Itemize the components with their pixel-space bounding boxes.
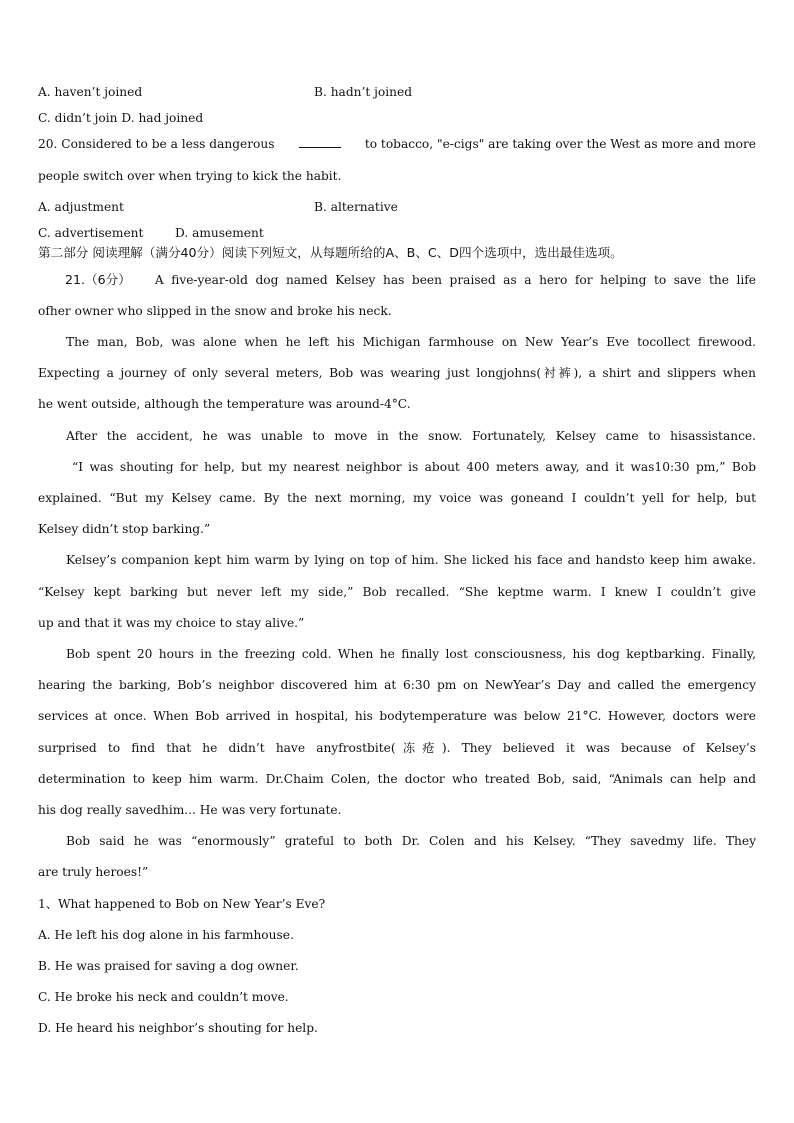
q21-line-0 (38, 272, 756, 288)
sub-q1-stem: 1、What happened to Bob on New Year’s Eve? (38, 897, 326, 911)
q21-line-0-text: A five-year-old dog named Kelsey has been praised as a hero for helping to save the life (154, 273, 756, 287)
q21-line-10: “Kelsey kept barking but never left my side,” Bob recalled. “She keptme warm. I knew I couldn’t give (38, 585, 756, 599)
q21-line-9: Kelsey’s companion kept him warm by lying on top of him. She licked his face and handsto keep him awake. (66, 553, 756, 567)
q21-line-16: determination to keep him warm. Dr.Chaim Colen, the doctor who treated Bob, said, “Animals can help and (38, 772, 756, 786)
q21-line-2: The man, Bob, was alone when he left his Michigan farmhouse on New Year’s Eve tocollect firewood. (66, 335, 756, 349)
q20-option-b: B. alternative (314, 200, 398, 214)
q21-line-12: Bob spent 20 hours in the freezing cold. When he finally lost consciousness, his dog keptbarking. Finally, (66, 647, 756, 661)
q21-line-19: are truly heroes!” (38, 865, 149, 879)
q21-line-13: hearing the barking, Bob’s neighbor discovered him at 6:30 pm on NewYear’s Day and called the emergency (38, 678, 756, 692)
q20-stem-line1 (38, 136, 756, 152)
sub-q1-option-c: C. He broke his neck and couldn’t move. (38, 990, 289, 1004)
q19-option-a: A. haven’t joined (38, 85, 143, 99)
q21-line-14: services at once. When Bob arrived in hospital, his bodytemperature was below 21°C. However, doctors were (38, 709, 756, 723)
q19-option-b: B. hadn’t joined (314, 85, 412, 99)
sub-q1-option-a: A. He left his dog alone in his farmhouse. (38, 928, 294, 942)
q19-option-cd: C. didn’t join D. had joined (38, 111, 204, 125)
q21-line-11: up and that it was my choice to stay alive.” (38, 616, 305, 630)
q20-stem-part1: 20. Considered to be a less dangerous (38, 137, 275, 151)
q21-line-7: explained. “But my Kelsey came. By the next morning, my voice was goneand I couldn’t yell for help, but (38, 491, 756, 505)
sub-q1-option-b: B. He was praised for saving a dog owner. (38, 959, 299, 973)
q21-label: 21.（6分） (65, 272, 131, 287)
q21-line-6: “I was shouting for help, but my nearest neighbor is about 400 meters away, and it was10:30 pm,” Bob (72, 460, 756, 474)
q20-option-c: C. advertisement (38, 226, 144, 240)
q21-line-8: Kelsey didn’t stop barking.” (38, 522, 211, 536)
q21-line-4: he went outside, although the temperature was around-4°C. (38, 397, 411, 411)
sub-q1-option-d: D. He heard his neighbor’s shouting for help. (38, 1021, 318, 1035)
q20-option-d: D. amusement (175, 226, 264, 240)
q21-line-3: Expecting a journey of only several meters, Bob was wearing just longjohns(衬裤), a shirt and slippers when (38, 366, 756, 380)
q21-line-1: ofher owner who slipped in the snow and broke his neck. (38, 304, 392, 318)
q21-line-5: After the accident, he was unable to move in the snow. Fortunately, Kelsey came to hisassistance. (66, 429, 756, 443)
section2-heading: 第二部分 阅读理解（满分40分）阅读下列短文，从每题所给的A、B、C、D四个选项中，选出最佳选项。 (38, 245, 623, 260)
q20-blank (299, 136, 341, 148)
q20-stem-part2: to tobacco, "e-cigs" are taking over the West as more and more (364, 137, 756, 151)
q21-line-18: Bob said he was “enormously” grateful to both Dr. Colen and his Kelsey. “They savedmy life. They (66, 834, 756, 848)
q21-line-15: surprised to find that he didn’t have anyfrostbite(冻疮). They believed it was because of Kelsey’s (38, 741, 756, 755)
q20-stem-line2: people switch over when trying to kick the habit. (38, 169, 342, 183)
q21-line-17: his dog really savedhim... He was very fortunate. (38, 803, 342, 817)
q20-option-a: A. adjustment (38, 200, 124, 214)
